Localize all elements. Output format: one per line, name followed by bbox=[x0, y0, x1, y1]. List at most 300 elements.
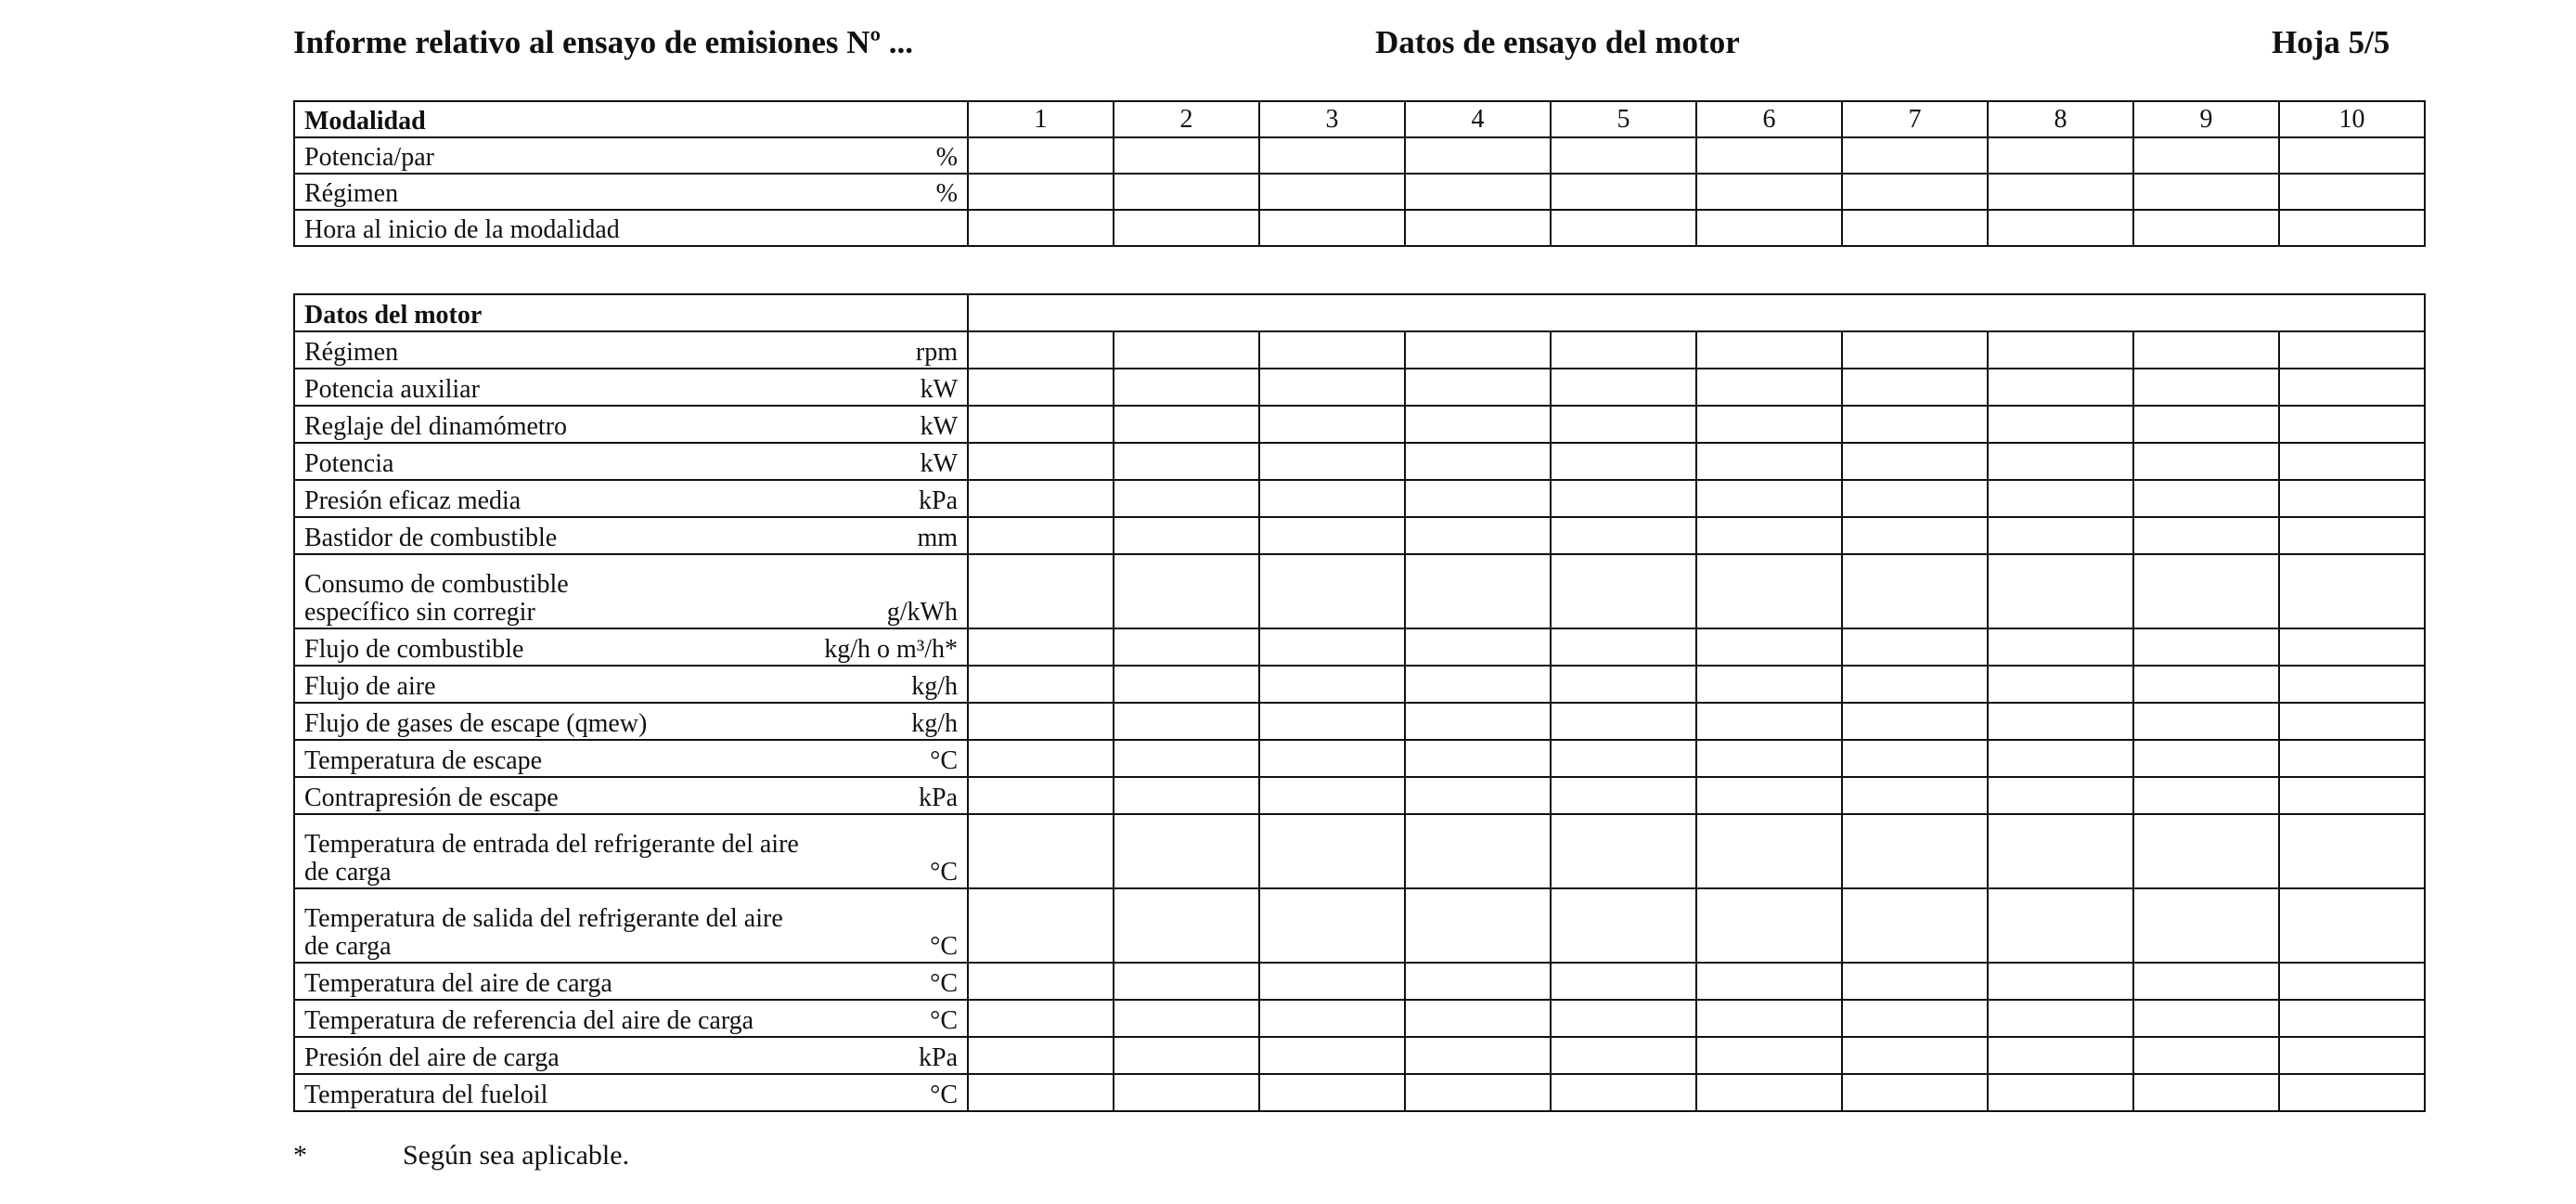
row-label-cell bbox=[294, 628, 968, 666]
data-cell bbox=[1259, 517, 1405, 554]
data-cell bbox=[1259, 1037, 1405, 1074]
data-cell bbox=[2133, 1074, 2279, 1111]
data-cell bbox=[1696, 888, 1842, 963]
data-cell bbox=[1259, 888, 1405, 963]
row-label-cell bbox=[294, 814, 968, 888]
row-label-cell bbox=[294, 480, 968, 517]
data-cell bbox=[1551, 888, 1696, 963]
row-label: Potencia bbox=[304, 449, 394, 479]
data-cell bbox=[1114, 1037, 1259, 1074]
row-unit: kg/h bbox=[911, 672, 958, 702]
data-cell bbox=[1259, 814, 1405, 888]
data-cell bbox=[1696, 777, 1842, 814]
data-cell bbox=[2133, 331, 2279, 369]
section-title: Datos de ensayo del motor bbox=[1375, 24, 1740, 60]
row-unit: °C bbox=[930, 746, 958, 776]
row-label: Régimen bbox=[304, 338, 399, 368]
data-cell bbox=[1842, 443, 1988, 480]
data-cell bbox=[2133, 1037, 2279, 1074]
data-cell bbox=[1405, 137, 1551, 174]
row-label-cell bbox=[294, 137, 968, 174]
table-row bbox=[294, 666, 2425, 703]
table-row bbox=[294, 777, 2425, 814]
data-cell bbox=[1551, 210, 1696, 246]
table-row bbox=[294, 331, 2425, 369]
row-label-cell bbox=[294, 554, 968, 628]
table-row bbox=[294, 480, 2425, 517]
data-cell bbox=[1114, 628, 1259, 666]
data-cell bbox=[1551, 740, 1696, 777]
data-cell bbox=[1551, 703, 1696, 740]
data-cell bbox=[1551, 174, 1696, 210]
row-label: Temperatura de referencia del aire de carga bbox=[304, 1006, 754, 1036]
data-cell bbox=[2279, 703, 2425, 740]
row-label: Temperatura del aire de carga bbox=[304, 969, 612, 999]
table-row bbox=[294, 443, 2425, 480]
data-cell bbox=[2279, 740, 2425, 777]
data-cell bbox=[1259, 554, 1405, 628]
data-cell bbox=[2133, 210, 2279, 246]
data-cell bbox=[1259, 628, 1405, 666]
data-cell bbox=[2133, 888, 2279, 963]
row-label-continued: de carga bbox=[304, 932, 392, 962]
data-cell bbox=[968, 174, 1114, 210]
mode-column-header: 9 bbox=[2133, 101, 2279, 137]
data-cell bbox=[1114, 517, 1259, 554]
data-cell bbox=[1842, 369, 1988, 406]
data-cell bbox=[2279, 210, 2425, 246]
data-cell bbox=[1988, 888, 2133, 963]
data-cell bbox=[1842, 703, 1988, 740]
data-cell bbox=[1259, 1074, 1405, 1111]
data-cell bbox=[1114, 210, 1259, 246]
data-cell bbox=[1405, 174, 1551, 210]
row-unit: °C bbox=[930, 858, 958, 887]
data-cell bbox=[1405, 331, 1551, 369]
data-cell bbox=[1988, 1074, 2133, 1111]
data-cell bbox=[1842, 1074, 1988, 1111]
mode-column-header: 8 bbox=[1988, 101, 2133, 137]
table-row bbox=[294, 703, 2425, 740]
data-cell bbox=[1696, 554, 1842, 628]
data-cell bbox=[1259, 331, 1405, 369]
data-cell bbox=[2279, 331, 2425, 369]
row-label-cell bbox=[294, 740, 968, 777]
data-cell bbox=[1696, 480, 1842, 517]
row-label-cell bbox=[294, 406, 968, 443]
row-unit: kW bbox=[920, 412, 958, 442]
data-cell bbox=[2279, 406, 2425, 443]
data-cell bbox=[1551, 331, 1696, 369]
row-label-cell bbox=[294, 666, 968, 703]
mode-column-header: 10 bbox=[2279, 101, 2425, 137]
data-cell bbox=[1696, 137, 1842, 174]
row-label-cell bbox=[294, 517, 968, 554]
data-cell bbox=[1114, 963, 1259, 1000]
row-unit: °C bbox=[930, 932, 958, 962]
data-cell bbox=[1405, 554, 1551, 628]
data-cell bbox=[1842, 331, 1988, 369]
data-cell bbox=[1551, 666, 1696, 703]
data-cell bbox=[1551, 137, 1696, 174]
row-label: Temperatura de entrada del refrigerante del aire bbox=[304, 829, 799, 859]
data-cell bbox=[1842, 1000, 1988, 1037]
data-cell bbox=[1842, 963, 1988, 1000]
data-cell bbox=[1988, 517, 2133, 554]
row-label: Reglaje del dinamómetro bbox=[304, 412, 568, 442]
data-cell bbox=[2279, 628, 2425, 666]
data-cell bbox=[2133, 963, 2279, 1000]
row-unit: kg/h o m³/h* bbox=[824, 635, 958, 665]
data-cell bbox=[968, 406, 1114, 443]
data-cell bbox=[1988, 666, 2133, 703]
data-cell bbox=[2133, 517, 2279, 554]
row-label-cell bbox=[294, 210, 968, 246]
table-row bbox=[294, 963, 2425, 1000]
row-label: Presión eficaz media bbox=[304, 486, 522, 516]
data-cell bbox=[1988, 406, 2133, 443]
table-row bbox=[294, 1000, 2425, 1037]
data-cell bbox=[2133, 554, 2279, 628]
data-cell bbox=[1114, 369, 1259, 406]
data-cell bbox=[2279, 517, 2425, 554]
data-cell bbox=[2279, 666, 2425, 703]
data-cell bbox=[1405, 443, 1551, 480]
data-cell bbox=[1551, 406, 1696, 443]
data-cell bbox=[1259, 1000, 1405, 1037]
data-cell bbox=[1696, 406, 1842, 443]
data-cell bbox=[1114, 443, 1259, 480]
data-cell bbox=[1551, 480, 1696, 517]
data-cell bbox=[1114, 1074, 1259, 1111]
row-label-cell bbox=[294, 174, 968, 210]
data-cell bbox=[1696, 628, 1842, 666]
table-row bbox=[294, 406, 2425, 443]
row-label: Flujo de combustible bbox=[304, 635, 524, 665]
engine-data-table bbox=[293, 293, 2426, 1112]
data-cell bbox=[1114, 777, 1259, 814]
row-label-cell bbox=[294, 777, 968, 814]
data-cell bbox=[2279, 888, 2425, 963]
data-cell bbox=[1551, 777, 1696, 814]
data-cell bbox=[1696, 1037, 1842, 1074]
data-cell bbox=[1842, 137, 1988, 174]
data-cell bbox=[1551, 628, 1696, 666]
data-cell bbox=[1988, 777, 2133, 814]
row-label: Potencia auxiliar bbox=[304, 375, 480, 405]
data-cell bbox=[1405, 406, 1551, 443]
row-label: Hora al inicio de la modalidad bbox=[304, 215, 620, 245]
data-cell bbox=[1114, 137, 1259, 174]
data-cell bbox=[1551, 554, 1696, 628]
data-cell bbox=[968, 369, 1114, 406]
data-cell bbox=[2133, 628, 2279, 666]
row-label-continued: específico sin corregir bbox=[304, 598, 535, 628]
data-cell bbox=[1696, 210, 1842, 246]
data-cell bbox=[1405, 628, 1551, 666]
data-cell bbox=[1405, 517, 1551, 554]
data-cell bbox=[968, 888, 1114, 963]
row-unit: kPa bbox=[919, 783, 958, 813]
data-cell bbox=[1405, 777, 1551, 814]
data-cell bbox=[968, 814, 1114, 888]
table-row bbox=[294, 1074, 2425, 1111]
data-cell bbox=[2133, 369, 2279, 406]
data-cell bbox=[1405, 666, 1551, 703]
engine-title: Datos del motor bbox=[294, 294, 968, 331]
data-cell bbox=[1259, 480, 1405, 517]
data-cell bbox=[1842, 210, 1988, 246]
engine-header-row bbox=[294, 294, 2425, 331]
data-cell bbox=[1551, 1037, 1696, 1074]
row-unit: % bbox=[935, 143, 958, 173]
row-unit: kPa bbox=[919, 486, 958, 516]
data-cell bbox=[1259, 369, 1405, 406]
row-label: Bastidor de combustible bbox=[304, 524, 558, 553]
row-unit: °C bbox=[930, 1081, 958, 1110]
sheet-number: Hoja 5/5 bbox=[2272, 24, 2390, 60]
row-label-cell bbox=[294, 963, 968, 1000]
data-cell bbox=[1842, 740, 1988, 777]
data-cell bbox=[1988, 963, 2133, 1000]
row-label: Consumo de combustible bbox=[304, 569, 569, 599]
data-cell bbox=[2279, 777, 2425, 814]
data-cell bbox=[1842, 480, 1988, 517]
table-row bbox=[294, 554, 2425, 628]
row-unit: °C bbox=[930, 969, 958, 999]
data-cell bbox=[2279, 1000, 2425, 1037]
data-cell bbox=[2279, 137, 2425, 174]
table-row bbox=[294, 628, 2425, 666]
data-cell bbox=[1114, 174, 1259, 210]
data-cell bbox=[1259, 777, 1405, 814]
table-row bbox=[294, 369, 2425, 406]
row-label: Temperatura del fueloil bbox=[304, 1081, 548, 1110]
data-cell bbox=[1259, 740, 1405, 777]
data-cell bbox=[1405, 703, 1551, 740]
data-cell bbox=[968, 443, 1114, 480]
row-label: Temperatura de salida del refrigerante del aire bbox=[304, 903, 783, 933]
row-unit: kW bbox=[920, 449, 958, 479]
data-cell bbox=[1259, 174, 1405, 210]
data-cell bbox=[1696, 1000, 1842, 1037]
data-cell bbox=[1259, 137, 1405, 174]
data-cell bbox=[1696, 369, 1842, 406]
row-label: Potencia/par bbox=[304, 143, 434, 173]
data-cell bbox=[1988, 1000, 2133, 1037]
data-cell bbox=[1259, 703, 1405, 740]
mode-column-header: 6 bbox=[1696, 101, 1842, 137]
data-cell bbox=[968, 331, 1114, 369]
table-row bbox=[294, 740, 2425, 777]
data-cell bbox=[968, 628, 1114, 666]
data-cell bbox=[1988, 210, 2133, 246]
row-label-cell bbox=[294, 703, 968, 740]
data-cell bbox=[1114, 740, 1259, 777]
data-cell bbox=[1551, 369, 1696, 406]
row-unit: kg/h bbox=[911, 709, 958, 739]
data-cell bbox=[1405, 814, 1551, 888]
data-cell bbox=[968, 1074, 1114, 1111]
data-cell bbox=[1551, 1074, 1696, 1111]
row-label-cell bbox=[294, 888, 968, 963]
data-cell bbox=[968, 480, 1114, 517]
data-cell bbox=[2133, 777, 2279, 814]
data-cell bbox=[1114, 888, 1259, 963]
data-cell bbox=[1405, 888, 1551, 963]
row-label: Flujo de aire bbox=[304, 672, 436, 702]
row-unit: mm bbox=[917, 524, 958, 553]
data-cell bbox=[1696, 703, 1842, 740]
data-cell bbox=[2133, 740, 2279, 777]
data-cell bbox=[1259, 666, 1405, 703]
data-cell bbox=[968, 517, 1114, 554]
row-label-cell bbox=[294, 1000, 968, 1037]
data-cell bbox=[968, 137, 1114, 174]
data-cell bbox=[2279, 554, 2425, 628]
data-cell bbox=[1988, 174, 2133, 210]
footnote-text: Según sea aplicable. bbox=[403, 1140, 630, 1171]
data-cell bbox=[2133, 480, 2279, 517]
data-cell bbox=[1114, 1000, 1259, 1037]
mode-column-header: 7 bbox=[1842, 101, 1988, 137]
data-cell bbox=[1259, 406, 1405, 443]
data-cell bbox=[1114, 703, 1259, 740]
row-unit: rpm bbox=[915, 338, 958, 368]
data-cell bbox=[2133, 406, 2279, 443]
mode-title: Modalidad bbox=[294, 101, 968, 137]
row-label-cell bbox=[294, 331, 968, 369]
data-cell bbox=[1405, 963, 1551, 1000]
data-cell bbox=[968, 777, 1114, 814]
data-cell bbox=[1551, 443, 1696, 480]
data-cell bbox=[2279, 963, 2425, 1000]
data-cell bbox=[2133, 1000, 2279, 1037]
data-cell bbox=[2133, 703, 2279, 740]
data-cell bbox=[1405, 740, 1551, 777]
data-cell bbox=[1696, 666, 1842, 703]
data-cell bbox=[1114, 480, 1259, 517]
data-cell bbox=[1842, 628, 1988, 666]
data-cell bbox=[968, 1037, 1114, 1074]
table-row bbox=[294, 137, 2425, 174]
mode-column-header: 4 bbox=[1405, 101, 1551, 137]
row-unit: g/kWh bbox=[886, 598, 958, 628]
data-cell bbox=[1988, 703, 2133, 740]
data-cell bbox=[968, 554, 1114, 628]
row-label-continued: de carga bbox=[304, 858, 392, 887]
data-cell bbox=[968, 963, 1114, 1000]
row-unit: °C bbox=[930, 1006, 958, 1036]
data-cell bbox=[1696, 1074, 1842, 1111]
data-cell bbox=[1114, 666, 1259, 703]
data-cell bbox=[1405, 1000, 1551, 1037]
mode-column-header: 2 bbox=[1114, 101, 1259, 137]
data-cell bbox=[1988, 369, 2133, 406]
row-label: Contrapresión de escape bbox=[304, 783, 559, 813]
data-cell bbox=[1114, 331, 1259, 369]
data-cell bbox=[1114, 406, 1259, 443]
data-cell bbox=[1551, 1000, 1696, 1037]
data-cell bbox=[1405, 480, 1551, 517]
row-unit: kW bbox=[920, 375, 958, 405]
row-label-cell bbox=[294, 1037, 968, 1074]
data-cell bbox=[1988, 1037, 2133, 1074]
data-cell bbox=[1988, 554, 2133, 628]
data-cell bbox=[968, 740, 1114, 777]
data-cell bbox=[1114, 814, 1259, 888]
data-cell bbox=[2279, 174, 2425, 210]
mode-table bbox=[293, 100, 2426, 247]
row-label: Flujo de gases de escape (qmew) bbox=[304, 709, 648, 739]
data-cell bbox=[1696, 331, 1842, 369]
data-cell bbox=[1842, 554, 1988, 628]
row-label-cell bbox=[294, 443, 968, 480]
data-cell bbox=[1988, 628, 2133, 666]
data-cell bbox=[1842, 888, 1988, 963]
data-cell bbox=[2133, 666, 2279, 703]
data-cell bbox=[2133, 443, 2279, 480]
data-cell bbox=[1842, 814, 1988, 888]
data-cell bbox=[1696, 740, 1842, 777]
data-cell bbox=[1259, 963, 1405, 1000]
data-cell bbox=[2133, 814, 2279, 888]
data-cell bbox=[968, 1000, 1114, 1037]
data-cell bbox=[1696, 814, 1842, 888]
data-cell bbox=[1114, 554, 1259, 628]
data-cell bbox=[1842, 777, 1988, 814]
footnote-mark: * bbox=[293, 1140, 307, 1171]
row-label-cell bbox=[294, 369, 968, 406]
data-cell bbox=[968, 210, 1114, 246]
footnote bbox=[293, 1140, 629, 1172]
table-row bbox=[294, 888, 2425, 963]
data-cell bbox=[1988, 331, 2133, 369]
data-cell bbox=[1551, 814, 1696, 888]
data-cell bbox=[1842, 666, 1988, 703]
data-cell bbox=[1842, 1037, 1988, 1074]
data-cell bbox=[2279, 480, 2425, 517]
data-cell bbox=[1405, 369, 1551, 406]
data-cell bbox=[1988, 443, 2133, 480]
table-row bbox=[294, 1037, 2425, 1074]
row-unit: kPa bbox=[919, 1043, 958, 1073]
data-cell bbox=[1988, 814, 2133, 888]
row-label: Presión del aire de carga bbox=[304, 1043, 560, 1073]
data-cell bbox=[1842, 517, 1988, 554]
data-cell bbox=[1696, 443, 1842, 480]
data-cell bbox=[2279, 1037, 2425, 1074]
data-cell bbox=[1405, 210, 1551, 246]
data-cell bbox=[968, 666, 1114, 703]
mode-column-header: 1 bbox=[968, 101, 1114, 137]
data-cell bbox=[1696, 963, 1842, 1000]
data-cell bbox=[2133, 174, 2279, 210]
data-cell bbox=[1988, 480, 2133, 517]
mode-column-header: 5 bbox=[1551, 101, 1696, 137]
mode-header-row bbox=[294, 101, 2425, 137]
data-cell bbox=[1696, 517, 1842, 554]
mode-column-header: 3 bbox=[1259, 101, 1405, 137]
data-cell bbox=[2279, 369, 2425, 406]
report-title: Informe relativo al ensayo de emisiones Nº ... bbox=[293, 24, 914, 60]
data-cell bbox=[968, 703, 1114, 740]
data-cell bbox=[1696, 174, 1842, 210]
data-cell bbox=[1842, 406, 1988, 443]
data-cell bbox=[2279, 814, 2425, 888]
engine-header-blank bbox=[968, 294, 2425, 331]
data-cell bbox=[1988, 740, 2133, 777]
